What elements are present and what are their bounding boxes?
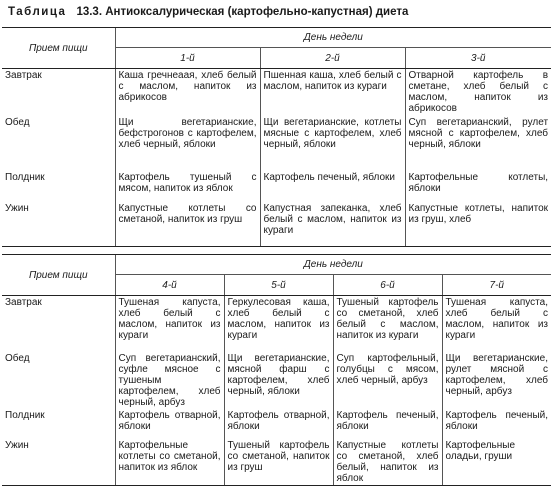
meal-label: Полдник <box>5 171 45 183</box>
meal-column-header: Прием пищи <box>2 28 115 69</box>
table-row <box>2 352 551 409</box>
menu-cell: Картофельные котлеты со сметаной, напиток из яблок <box>115 439 224 486</box>
diet-table-days-1-3 <box>2 27 551 247</box>
menu-cell: Щи вегетарианские, котлеты мясные с картофелем, хлеб черный, яблоки <box>260 116 405 171</box>
menu-cell: Тушеная капуста, хлеб белый с маслом, напиток из кураги <box>442 296 551 352</box>
menu-cell: Тушеный картофель со сметаной, хлеб белый с маслом, напиток из кураги <box>333 296 442 352</box>
menu-cell: Каша гречнеаая, хлеб белый с маслом, напиток из абрикосов <box>115 69 260 116</box>
menu-cell: Тушеный картофель со сметаной, напиток из груш <box>224 439 333 486</box>
caption-title: 13.3. Антиоксалурическая (картофельно-капустная) диета <box>76 6 409 18</box>
table-row <box>2 116 551 171</box>
menu-cell: Картофельные котлеты, яблоки <box>405 171 551 202</box>
menu-cell: Тушеная капуста, хлеб белый с маслом, напиток из кураги <box>115 296 224 352</box>
menu-cell: Картофель печеный, яблоки <box>260 171 405 202</box>
menu-cell: Пшенная каша, хлеб белый с маслом, напиток из кураги <box>260 69 405 116</box>
day-header: 3-й <box>405 48 551 69</box>
day-header: 1-й <box>115 48 260 69</box>
menu-cell: Капустные котлеты со сметаной, напиток из груш <box>115 202 260 247</box>
table-row <box>2 409 551 439</box>
table-caption <box>8 6 408 18</box>
menu-cell: Геркулесовая каша, хлеб белый с маслом, напиток из кураги <box>224 296 333 352</box>
menu-cell: Щи вегетарианские, мясной фарш с картофелем, хлеб черный, яблоки <box>224 352 333 409</box>
caption-label: Таблица <box>8 6 67 18</box>
meal-label: Завтрак <box>5 70 42 81</box>
meal-label: Ужин <box>2 439 115 486</box>
day-header: 6-й <box>333 275 442 296</box>
menu-cell: Капустные котлеты, напиток из груш, хлеб <box>405 202 551 247</box>
menu-cell: Суп вегетарианский, суфле мясное с тушеным картофелем, хлеб черный, арбуз <box>115 352 224 409</box>
table-row <box>2 69 551 116</box>
meal-column-header: Прием пищи <box>2 255 115 296</box>
menu-cell: Щи вегетарианские, бефстрогонов с картофелем, хлеб черный, яблоки <box>115 116 260 171</box>
menu-cell: Картофель отварной, яблоки <box>224 409 333 439</box>
menu-cell: Картофель отварной, яблоки <box>115 409 224 439</box>
menu-cell: Щи вегетарианские, рулет мясной с картофелем, хлеб черный, арбуз <box>442 352 551 409</box>
meal-label: Обед <box>5 352 30 364</box>
menu-cell: Капустные котлеты со сметаной, хлеб белый, напиток из яблок <box>333 439 442 486</box>
menu-cell: Суп вегетарианский, рулет мясной с картофелем, хлеб черный, яблоки <box>405 116 551 171</box>
menu-cell: Отварной картофель в сметане, хлеб белый с маслом, напиток из абрикосов <box>405 69 551 116</box>
menu-cell: Картофель печеный, яблоки <box>442 409 551 439</box>
day-header: 4-й <box>115 275 224 296</box>
menu-cell: Суп картофельный, голубцы с мясом, хлеб черный, арбуз <box>333 352 442 409</box>
meal-label: Полдник <box>5 409 45 421</box>
menu-cell: Картофель тушеный с мясом, напиток из яблок <box>115 171 260 202</box>
menu-cell: Картофельные оладьи, груши <box>442 439 551 486</box>
meal-label: Обед <box>5 116 30 128</box>
day-header: 5-й <box>224 275 333 296</box>
table-row <box>2 439 551 486</box>
diet-table-days-4-7 <box>2 254 551 486</box>
day-header: 2-й <box>260 48 405 69</box>
day-header: 7-й <box>442 275 551 296</box>
menu-cell: Картофель печеный, яблоки <box>333 409 442 439</box>
table-row <box>2 296 551 352</box>
table-row <box>2 202 551 247</box>
days-column-header: День недели <box>115 255 551 275</box>
table-row <box>2 171 551 202</box>
meal-label: Завтрак <box>5 297 42 308</box>
meal-label: Ужин <box>2 202 115 247</box>
days-column-header: День недели <box>115 28 551 48</box>
menu-cell: Капустная запеканка, хлеб белый с маслом, напиток из кураги <box>260 202 405 247</box>
